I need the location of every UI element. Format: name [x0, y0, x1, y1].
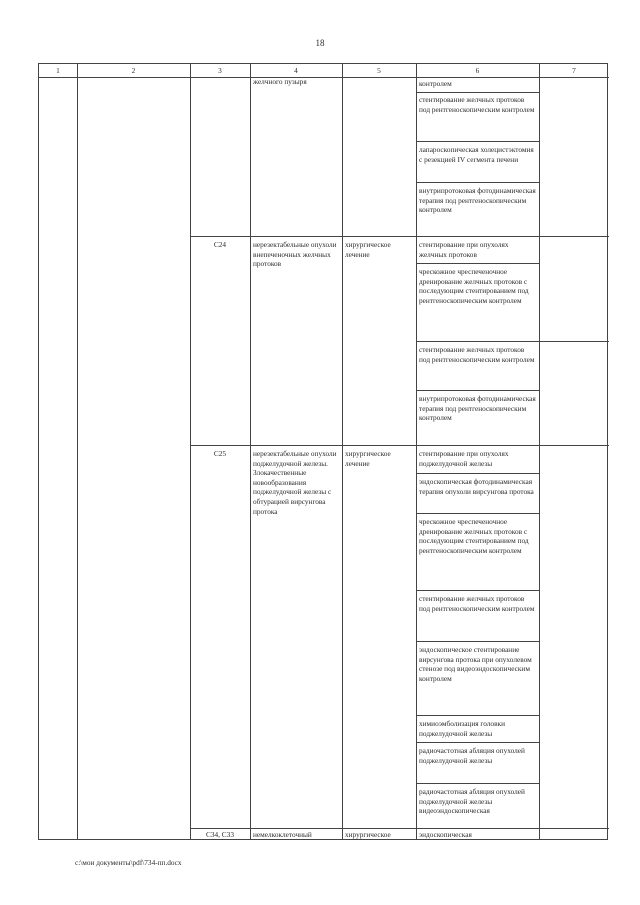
treatment-method: лапароскопическая холецистэктомия с резекцией IV сегмента печени [419, 145, 534, 164]
treatment-method: химиоэмболизация головки поджелудочной железы [419, 719, 505, 738]
treatment-method: контролем [419, 79, 452, 88]
treatment-method: радиочастотная абляция опухолей поджелудочной железы [419, 746, 525, 765]
row-divider [416, 513, 539, 514]
treatment-method: внутрипротоковая фотодинамическая терапия под рентгеноскопическим контролем [419, 186, 536, 215]
column-divider [416, 64, 417, 839]
file-path-footer: c:\мои документы\pdf\734-пп.docx [75, 858, 182, 867]
treatment-method: стентирование при опухолях поджелудочной железы [419, 449, 509, 468]
diagnosis-code: C25 [213, 449, 227, 458]
row-divider [416, 783, 539, 784]
disease-description: нерезектабельные опухоли поджелудочной железы. Злокачественные новообразования поджелудочной железы с обтурацией вирсунгова протока [253, 449, 337, 516]
row-divider [416, 182, 539, 183]
treatment-method: внутрипротоковая фотодинамическая терапия под рентгеноскопическим контролем [419, 394, 536, 423]
row-divider [416, 473, 539, 474]
column-divider [250, 64, 251, 839]
row-divider [416, 263, 539, 264]
row-divider [416, 742, 539, 743]
row-divider [416, 390, 539, 391]
row-divider [416, 590, 539, 591]
treatment-method: чрескожное чреспеченочное дренирование желчных протоков с последующим стентированием под рентгеноскопическим контролем [419, 517, 529, 555]
treatment-method: стентирование желчных протоков под рентгеноскопическим контролем [419, 594, 535, 613]
column-divider [539, 64, 540, 839]
treatment-type: хирургическое лечение [345, 240, 391, 259]
row-divider [416, 141, 539, 142]
column-header: 6 [475, 66, 480, 75]
treatment-type: хирургическое лечение [345, 449, 391, 468]
disease-description: немелкоклеточный [253, 830, 312, 839]
column-divider [342, 64, 343, 839]
column-divider [77, 64, 78, 839]
row-divider [416, 92, 539, 93]
treatment-method: эндоскопическое стентирование вирсунгова протока при опухолевом стенозе под видеоэндоскопическим контролем [419, 645, 532, 683]
treatment-method: стентирование при опухолях желчных протоков [419, 240, 509, 259]
treatment-method: стентирование желчных протоков под рентгеноскопическим контролем [419, 345, 535, 364]
treatment-method: чрескожное чреспеченочное дренирование желчных протоков с последующим стентированием под рентгеноскопическим контролем [419, 267, 529, 305]
column-header: 3 [218, 66, 222, 75]
column-header: 2 [131, 66, 136, 75]
disease-description: желчного пузыря [253, 77, 307, 86]
column-header: 4 [294, 66, 298, 75]
treatment-method: стентирование желчных протоков под рентгеноскопическим контролем [419, 95, 535, 114]
page-number: 18 [315, 38, 325, 48]
treatment-method: радиочастотная абляция опухолей поджелудочной железы видеоэндоскопическая [419, 787, 525, 816]
treatment-table [38, 63, 608, 840]
diagnosis-code: C34, C33 [206, 830, 234, 839]
row-divider [416, 715, 539, 716]
disease-description: нерезектабельные опухоли внепеченочных желчных протоков [253, 240, 337, 269]
column-header: 5 [377, 66, 381, 75]
row-divider [190, 236, 609, 237]
treatment-method: эндоскопическая [419, 830, 472, 839]
row-divider [190, 445, 609, 446]
column-header: 1 [56, 66, 60, 75]
row-divider [416, 641, 539, 642]
column-header: 7 [572, 66, 576, 75]
row-divider [190, 828, 609, 829]
treatment-method: эндоскопическая фотодинамическая терапия опухоли вирсунгова протока [419, 477, 534, 496]
treatment-type: хирургическое [345, 830, 391, 839]
row-divider [416, 341, 609, 342]
diagnosis-code: C24 [213, 240, 227, 249]
